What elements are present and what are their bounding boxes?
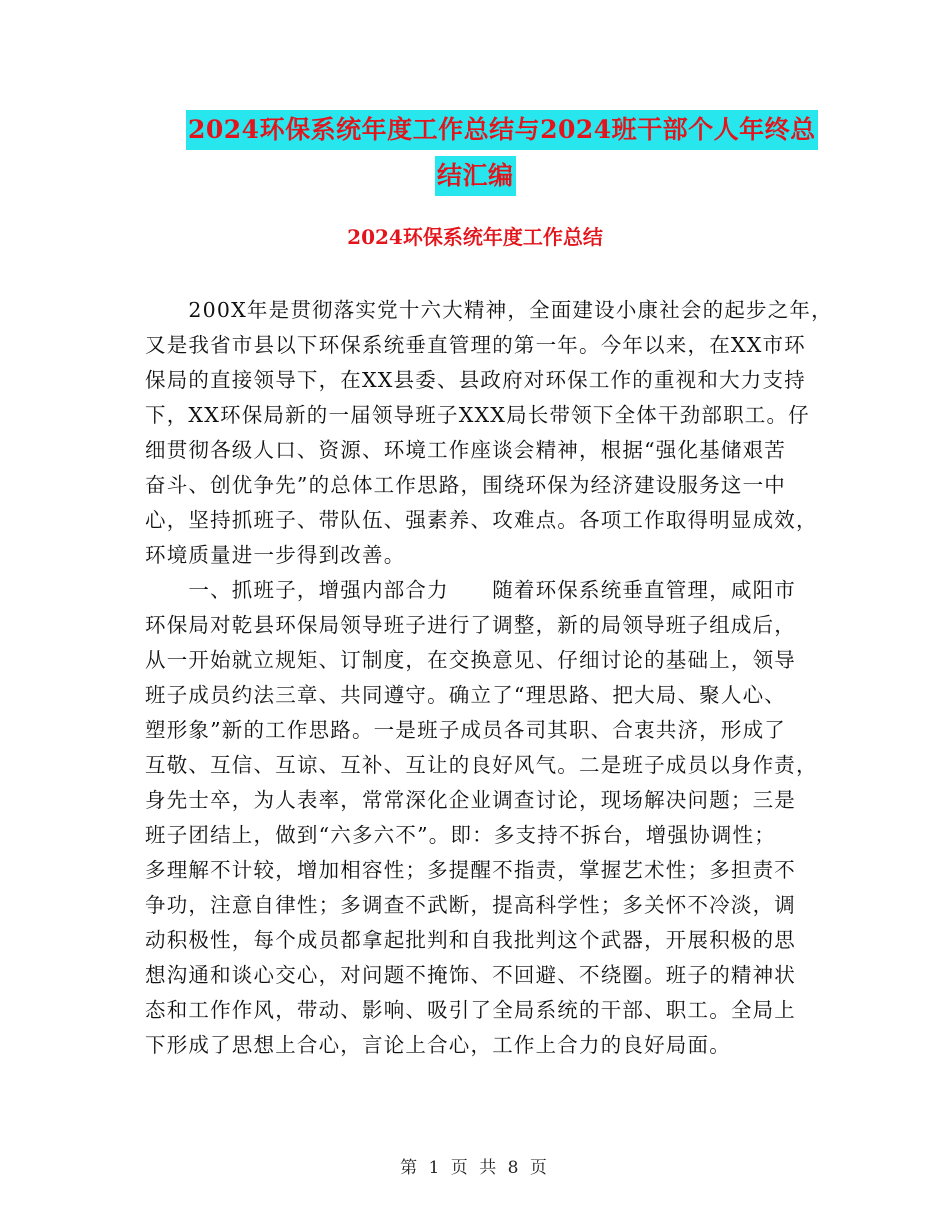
- body-line: 态和工作作风，带动、影响、吸引了全局系统的干部、职工。全局上: [145, 998, 796, 1022]
- body-line: 下，XX环保局新的一届领导班子XXX局长带领下全体干劲部职工。仔: [145, 403, 810, 427]
- body-line: 身先士卒，为人表率，常常深化企业调查讨论，现场解决问题；三是: [145, 788, 796, 812]
- body-line: 下形成了思想上合心，言论上合心，工作上合力的良好局面。: [145, 1033, 731, 1057]
- body-line: 互敬、互信、互谅、互补、互让的良好风气。二是班子成员以身作责，: [145, 753, 818, 777]
- body-line: 争功，注意自律性；多调查不武断，提高科学性；多关怀不冷淡，调: [145, 893, 796, 917]
- title-line-2: 结汇编: [435, 156, 516, 196]
- body-line: 一、抓班子，增强内部合力 随着环保系统垂直管理，咸阳市: [145, 578, 796, 602]
- body-line: 又是我省市县以下环保系统垂直管理的第一年。今年以来，在XX市环: [145, 333, 806, 357]
- body-line: 保局的直接领导下，在XX县委、县政府对环保工作的重视和大力支持: [145, 368, 806, 392]
- body-line: 班子团结上，做到“六多六不”。即：多支持不拆台，增强协调性；: [145, 823, 776, 847]
- page-number-footer: 第 1 页 共 8 页: [400, 1158, 550, 1178]
- title-line-1: 2024环保系统年度工作总结与2024班干部个人年终总: [186, 110, 818, 150]
- body-line: 环保局对乾县环保局领导班子进行了调整，新的局领导班子组成后，: [145, 613, 796, 637]
- body-line: 环境质量进一步得到改善。: [145, 543, 406, 567]
- body-line: 班子成员约法三章、共同遵守。确立了“理思路、把大局、聚人心、: [145, 683, 786, 707]
- body-line: 奋斗、创优争先”的总体工作思路，围绕环保为经济建设服务这一中: [145, 473, 786, 497]
- body-line: 想沟通和谈心交心，对问题不掩饰、不回避、不绕圈。班子的精神状: [145, 963, 796, 987]
- body-line: 心，坚持抓班子、带队伍、强素养、攻难点。各项工作取得明显成效，: [145, 508, 818, 532]
- body-line: 细贯彻各级人口、资源、环境工作座谈会精神，根据“强化基储艰苦: [145, 438, 786, 462]
- body-line: 从一开始就立规矩、订制度，在交换意见、仔细讨论的基础上，领导: [145, 648, 796, 672]
- body-line: 多理解不计较，增加相容性；多提醒不指责，掌握艺术性；多担责不: [145, 858, 796, 882]
- body-line: 动积极性，每个成员都拿起批判和自我批判这个武器，开展积极的思: [145, 928, 796, 952]
- section-heading: 2024环保系统年度工作总结: [347, 225, 603, 249]
- body-line: 塑形象”新的工作思路。一是班子成员各司其职、合衷共济，形成了: [145, 718, 786, 742]
- body-line: 200X年是贯彻落实党十六大精神，全面建设小康社会的起步之年，: [145, 298, 833, 322]
